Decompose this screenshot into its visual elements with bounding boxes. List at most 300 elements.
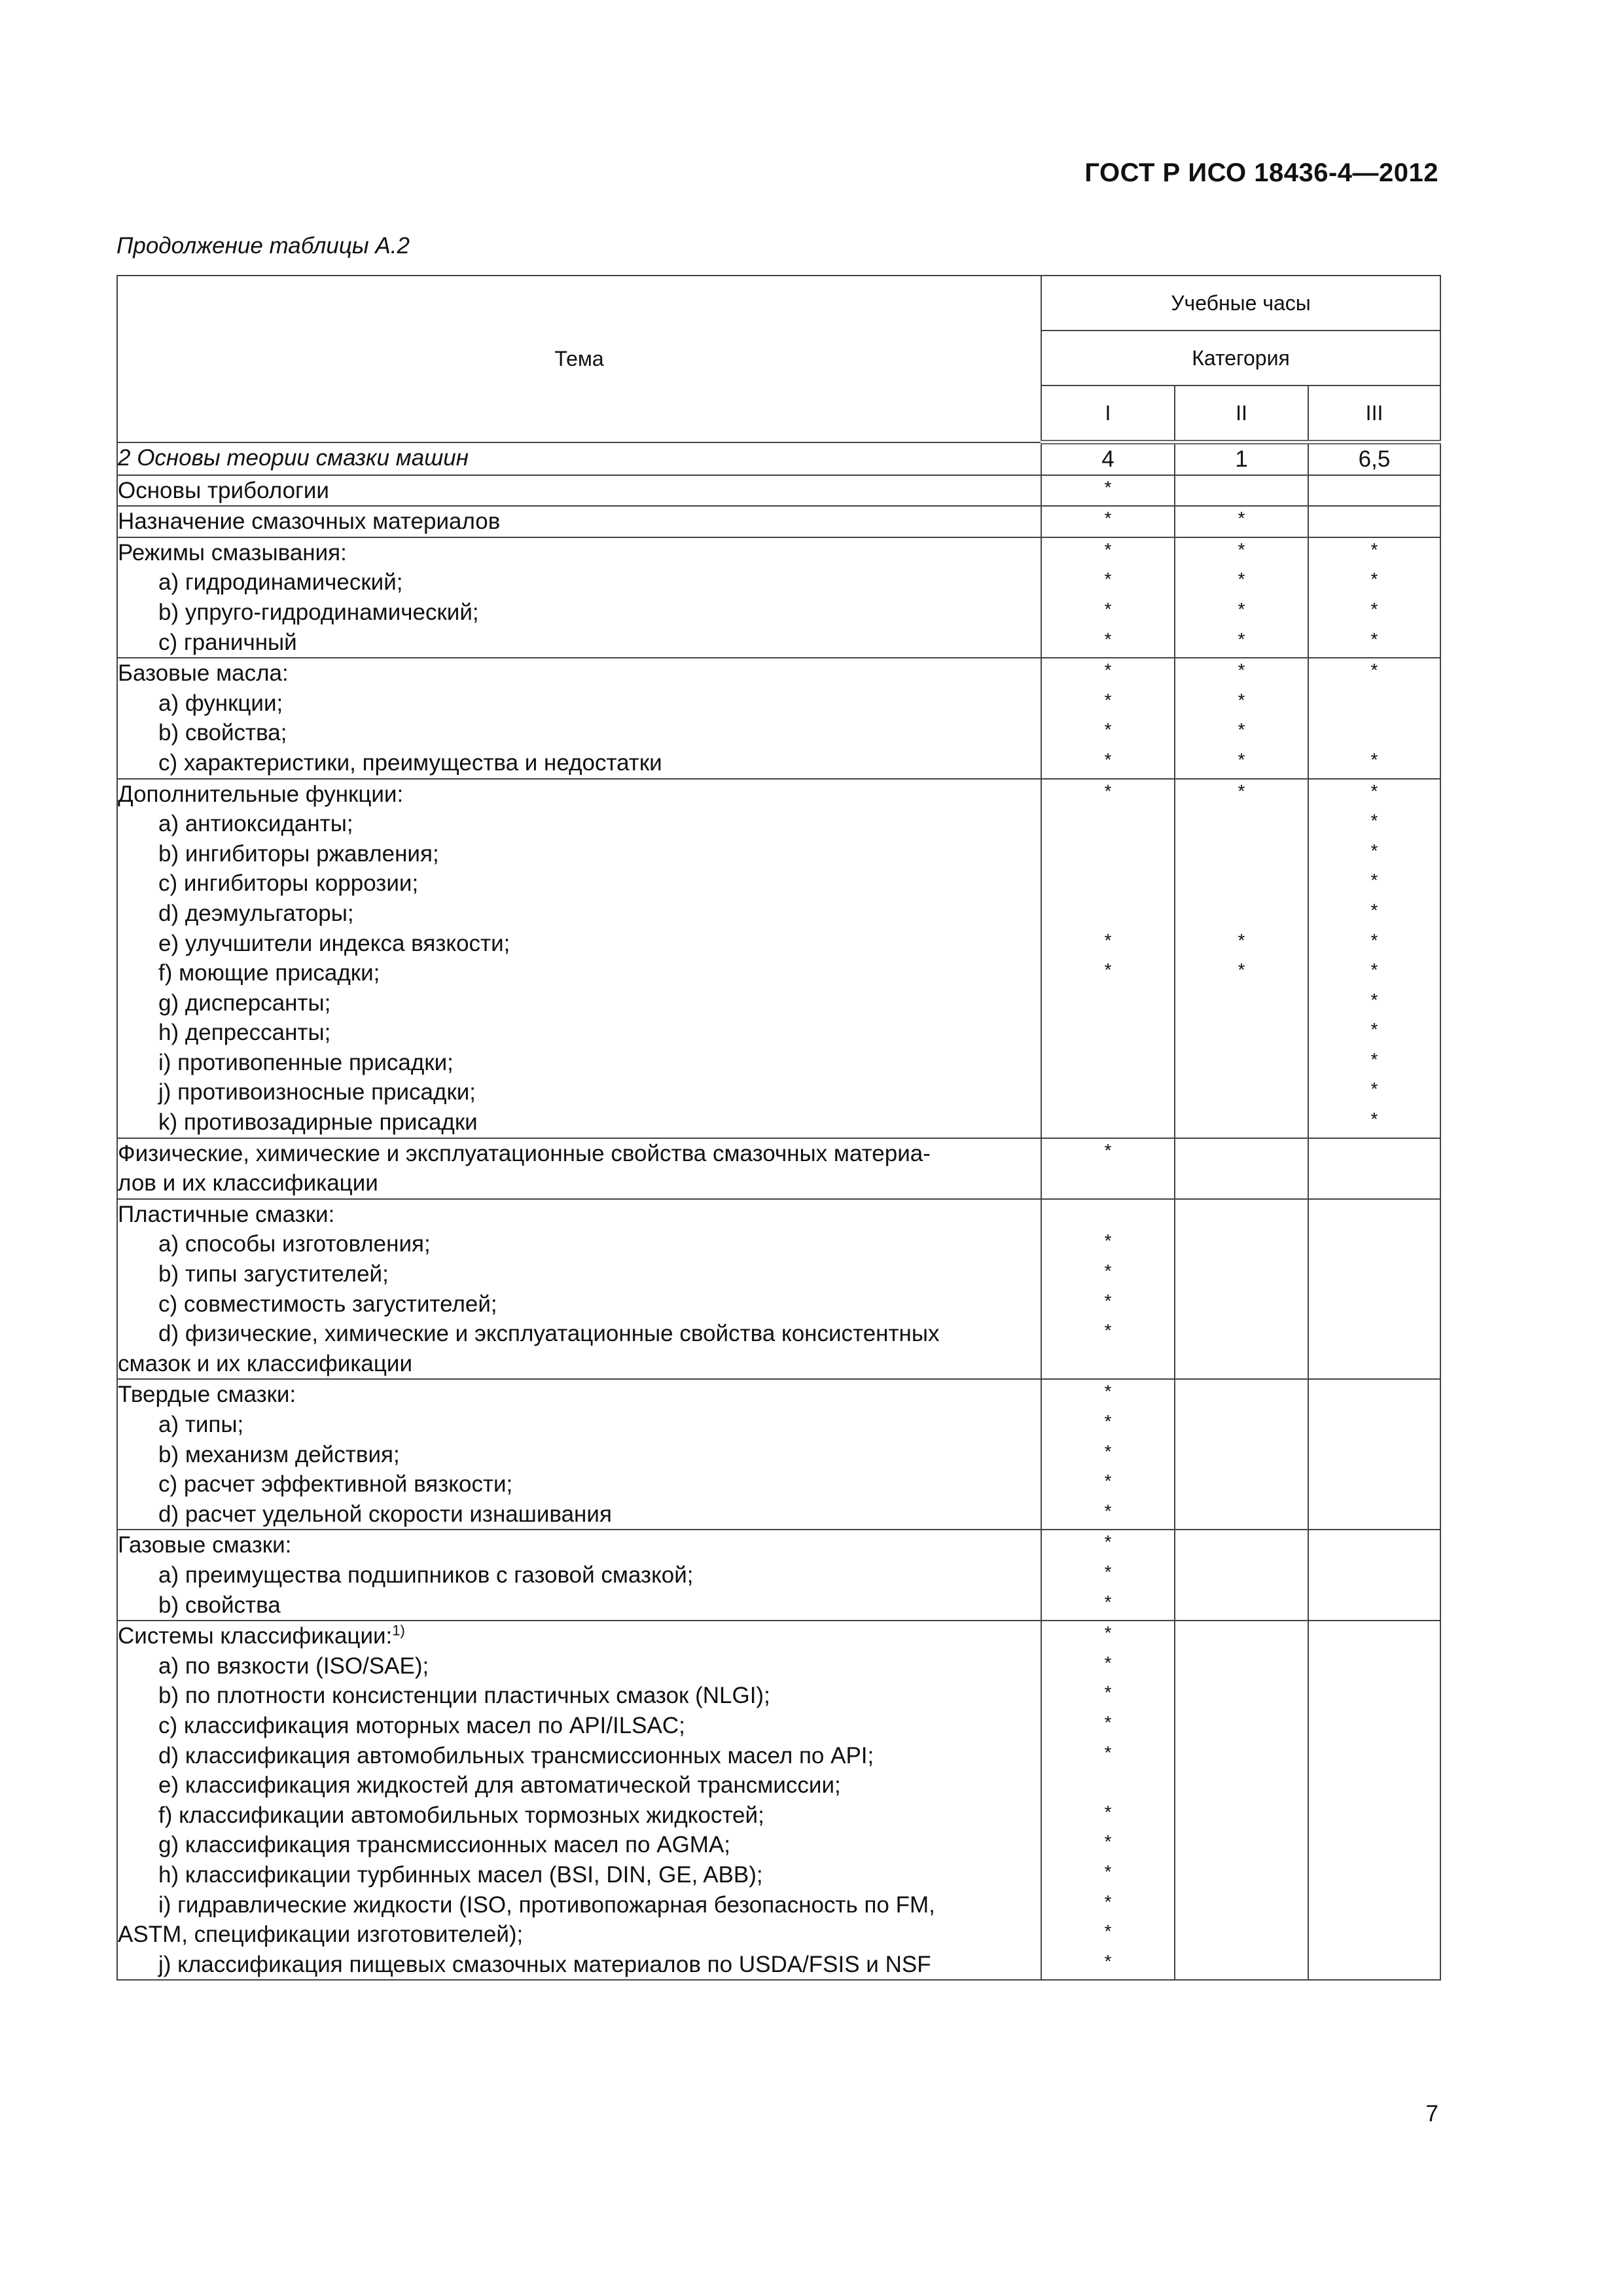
topic-text: b) по плотности консистенции пластичных смазок (NLGI); — [158, 1683, 770, 1709]
category-mark — [1175, 1950, 1308, 1980]
topic-item — [118, 1920, 1041, 1950]
topic-item — [118, 869, 1041, 899]
topic-text: g) классификация трансмиссионных масел по AGMA; — [158, 1832, 731, 1858]
topic-text: b) свойства; — [158, 720, 287, 746]
table-row — [117, 658, 1440, 778]
category-mark: * — [1104, 1230, 1112, 1251]
category-ii-cell — [1175, 506, 1308, 537]
category-i-cell — [1041, 1530, 1175, 1621]
category-iii-cell — [1308, 1199, 1440, 1380]
category-mark: * — [1104, 749, 1112, 770]
topic-text: d) классификация автомобильных трансмиссионных масел по API; — [158, 1742, 874, 1768]
category-mark — [1309, 1440, 1440, 1470]
topic-cell — [117, 1199, 1041, 1380]
category-mark: * — [1104, 1139, 1112, 1160]
category-i-cell — [1041, 1199, 1175, 1380]
document-header: ГОСТ Р ИСО 18436-4—2012 — [1084, 158, 1438, 187]
category-mark — [1309, 1860, 1440, 1890]
table-row — [117, 1379, 1440, 1530]
hours-value: 4 — [1101, 446, 1115, 472]
topic-item — [118, 718, 1041, 748]
topic-item — [118, 958, 1041, 988]
topic-heading — [118, 443, 1041, 473]
category-iii-cell — [1308, 779, 1440, 1138]
topic-cell — [117, 779, 1041, 1138]
category-mark — [1175, 1920, 1308, 1950]
category-mark: * — [1370, 749, 1378, 770]
topic-text: Дополнительные функции: — [118, 781, 404, 807]
category-mark: * — [1104, 1411, 1112, 1431]
category-mark — [1309, 1499, 1440, 1530]
category-ii-cell — [1175, 1621, 1308, 1980]
table-row — [117, 779, 1440, 1138]
category-iii-cell — [1308, 658, 1440, 778]
topic-heading — [118, 1380, 1041, 1410]
category-mark: * — [1370, 870, 1378, 891]
category-mark: * — [1104, 598, 1112, 619]
category-mark: * — [1238, 960, 1245, 980]
category-mark — [1309, 1801, 1440, 1831]
topic-item — [118, 1590, 1041, 1621]
topic-text: d) расчет удельной скорости изнашивания — [158, 1501, 612, 1527]
topic-item — [118, 1890, 1041, 1920]
topic-text: Основы трибологии — [118, 477, 329, 503]
topic-item — [118, 1741, 1041, 1771]
category-mark — [1309, 1259, 1440, 1289]
category-mark — [1309, 1289, 1440, 1319]
topic-item — [118, 567, 1041, 598]
category-mark — [1175, 1380, 1308, 1410]
category-mark: * — [1104, 1591, 1112, 1612]
category-iii-cell — [1308, 537, 1440, 658]
category-mark: * — [1370, 660, 1378, 681]
category-mark — [1175, 1229, 1308, 1259]
category-ii-cell — [1175, 1379, 1308, 1530]
topic-text: Системы классификации: — [118, 1623, 393, 1649]
category-mark — [1175, 1590, 1308, 1621]
category-mark: * — [1104, 1561, 1112, 1582]
category-mark — [1042, 809, 1174, 839]
topic-text: 2 Основы теории смазки машин — [118, 444, 469, 471]
header-category-2: II — [1175, 386, 1308, 442]
topic-cell — [117, 506, 1041, 537]
category-mark: * — [1370, 960, 1378, 980]
category-mark: * — [1104, 1682, 1112, 1703]
topic-text: a) способы изготовления; — [158, 1231, 431, 1257]
topic-text: i) гидравлические жидкости (ISO, противопожарная безопасность по FM, — [158, 1892, 935, 1918]
category-mark — [1309, 1681, 1440, 1711]
category-mark — [1042, 839, 1174, 869]
category-mark — [1309, 1830, 1440, 1860]
category-i-cell — [1041, 779, 1175, 1138]
category-mark: * — [1104, 628, 1112, 649]
category-mark — [1309, 1741, 1440, 1771]
category-ii-cell — [1175, 442, 1308, 475]
category-mark: * — [1238, 508, 1245, 529]
category-mark — [1309, 689, 1440, 719]
category-mark — [1042, 1077, 1174, 1107]
topic-text: Газовые смазки: — [118, 1532, 292, 1558]
category-mark: * — [1104, 1471, 1112, 1492]
topic-text: Пластичные смазки: — [118, 1201, 335, 1227]
category-mark: * — [1370, 1109, 1378, 1130]
topic-heading — [118, 507, 1041, 537]
category-mark: * — [1104, 660, 1112, 681]
topic-item — [118, 1410, 1041, 1440]
topic-cell — [117, 537, 1041, 658]
topic-text: a) функции; — [158, 690, 283, 716]
category-mark — [1309, 1651, 1440, 1681]
category-mark — [1042, 869, 1174, 899]
topic-cell — [117, 1138, 1041, 1199]
table-row — [117, 1199, 1440, 1380]
category-mark: * — [1370, 1049, 1378, 1069]
category-mark — [1175, 1770, 1308, 1801]
category-mark — [1175, 1681, 1308, 1711]
topic-item — [118, 809, 1041, 839]
category-mark — [1309, 1200, 1440, 1230]
category-mark — [1175, 1200, 1308, 1230]
category-mark — [1175, 869, 1308, 899]
table-row — [117, 1530, 1440, 1621]
topic-item — [118, 628, 1041, 658]
category-mark — [1309, 1711, 1440, 1741]
category-iii-cell — [1308, 442, 1440, 475]
topic-cell — [117, 442, 1041, 475]
category-mark — [1175, 1469, 1308, 1499]
category-mark: * — [1104, 1861, 1112, 1882]
table-row — [117, 506, 1440, 537]
category-mark: * — [1370, 539, 1378, 560]
topic-text: g) дисперсанты; — [158, 990, 331, 1016]
topic-item — [118, 598, 1041, 628]
category-mark — [1175, 1349, 1308, 1379]
topic-item — [118, 1830, 1041, 1860]
category-mark — [1175, 1560, 1308, 1590]
category-mark: * — [1104, 1290, 1112, 1311]
topic-text: c) классификация моторных масел по API/ILSAC; — [158, 1712, 685, 1738]
topic-item — [118, 1018, 1041, 1048]
category-mark — [1309, 1229, 1440, 1259]
category-mark: * — [1238, 749, 1245, 770]
header-category: Категория — [1041, 331, 1440, 386]
topic-text: b) ингибиторы ржавления; — [158, 840, 439, 867]
topic-text: b) механизм действия; — [158, 1441, 400, 1467]
category-mark: * — [1104, 1320, 1112, 1341]
header-hours: Учебные часы — [1041, 276, 1440, 331]
topic-text: Режимы смазывания: — [118, 539, 347, 565]
category-mark: * — [1104, 1921, 1112, 1942]
topic-text: b) типы загустителей; — [158, 1261, 389, 1287]
topic-item — [118, 1950, 1041, 1980]
topic-text: смазок и их классификации — [118, 1350, 413, 1376]
topic-item — [118, 1168, 1041, 1198]
category-mark: * — [1104, 1891, 1112, 1912]
header-category-1: I — [1041, 386, 1175, 442]
category-mark — [1309, 1168, 1440, 1198]
category-mark — [1175, 1801, 1308, 1831]
topic-text: a) антиоксиданты; — [158, 811, 353, 837]
category-mark — [1042, 899, 1174, 929]
topic-text: j) противоизносные присадки; — [158, 1079, 476, 1105]
category-i-cell — [1041, 1621, 1175, 1980]
category-i-cell — [1041, 442, 1175, 475]
category-mark: * — [1104, 1261, 1112, 1282]
category-mark — [1175, 1741, 1308, 1771]
topic-text: лов и их классификации — [118, 1170, 378, 1196]
category-mark: * — [1104, 1652, 1112, 1673]
category-mark: * — [1104, 508, 1112, 529]
category-i-cell — [1041, 658, 1175, 778]
category-ii-cell — [1175, 475, 1308, 507]
category-mark: * — [1370, 929, 1378, 950]
topic-item — [118, 1048, 1041, 1078]
category-mark — [1309, 1530, 1440, 1560]
category-mark: * — [1370, 810, 1378, 831]
category-mark: * — [1370, 780, 1378, 801]
topic-text: Назначение смазочных материалов — [118, 509, 501, 535]
category-mark — [1175, 1289, 1308, 1319]
topic-cell — [117, 475, 1041, 507]
category-mark: * — [1104, 780, 1112, 801]
category-mark: * — [1104, 569, 1112, 590]
topic-item — [118, 1289, 1041, 1319]
category-mark — [1175, 1860, 1308, 1890]
category-mark: * — [1238, 569, 1245, 590]
topic-text: b) упруго-гидродинамический; — [158, 599, 479, 625]
topic-heading — [118, 1200, 1041, 1230]
category-mark: * — [1104, 1831, 1112, 1852]
header-topic: Тема — [117, 276, 1041, 442]
topic-text: c) совместимость загустителей; — [158, 1291, 497, 1317]
category-mark: * — [1104, 1742, 1112, 1763]
category-mark: * — [1238, 719, 1245, 740]
table-row — [117, 1138, 1440, 1199]
category-mark — [1309, 1950, 1440, 1980]
category-mark: * — [1238, 689, 1245, 710]
category-mark: * — [1104, 1532, 1112, 1552]
category-mark — [1309, 1560, 1440, 1590]
topic-text: j) классификация пищевых смазочных материалов по USDA/FSIS и NSF — [158, 1951, 931, 1977]
category-mark: * — [1104, 719, 1112, 740]
category-i-cell — [1041, 1379, 1175, 1530]
topic-text: a) гидродинамический; — [158, 569, 403, 596]
category-mark: * — [1370, 899, 1378, 920]
category-mark — [1175, 1440, 1308, 1470]
topic-heading — [118, 1621, 1041, 1651]
category-mark: * — [1104, 929, 1112, 950]
topic-item — [118, 1560, 1041, 1590]
topic-text: h) депрессанты; — [158, 1020, 331, 1046]
topic-text: d) физические, химические и эксплуатационные свойства консистентных — [158, 1321, 940, 1347]
topic-item — [118, 899, 1041, 929]
topic-item — [118, 1801, 1041, 1831]
topic-text: a) преимущества подшипников с газовой смазкой; — [158, 1562, 694, 1588]
category-mark — [1042, 1770, 1174, 1801]
category-mark — [1175, 476, 1308, 506]
topic-text: f) моющие присадки; — [158, 960, 380, 986]
topic-item — [118, 1860, 1041, 1890]
topic-item — [118, 929, 1041, 959]
category-mark: * — [1238, 628, 1245, 649]
topic-item — [118, 1651, 1041, 1681]
table-row — [117, 475, 1440, 507]
category-mark — [1175, 1018, 1308, 1048]
category-mark — [1042, 1168, 1174, 1198]
category-mark — [1175, 899, 1308, 929]
topic-heading — [118, 780, 1041, 810]
category-mark: * — [1104, 1801, 1112, 1822]
category-mark: * — [1238, 598, 1245, 619]
topic-item — [118, 1077, 1041, 1107]
topic-text: c) ингибиторы коррозии; — [158, 870, 419, 897]
topic-cell — [117, 1621, 1041, 1980]
topic-item — [118, 1681, 1041, 1711]
category-mark — [1309, 1621, 1440, 1651]
category-mark: * — [1370, 569, 1378, 590]
topic-text: e) классификация жидкостей для автоматической трансмиссии; — [158, 1772, 841, 1799]
topic-text: e) улучшители индекса вязкости; — [158, 930, 510, 956]
topic-text: c) характеристики, преимущества и недостатки — [158, 749, 662, 776]
category-mark: * — [1104, 1500, 1112, 1521]
category-iii-cell — [1308, 1138, 1440, 1199]
topic-text: Физические, химические и эксплуатационные свойства смазочных материа- — [118, 1140, 931, 1166]
topic-text: k) противозадирные присадки — [158, 1109, 478, 1136]
category-mark — [1175, 1139, 1308, 1169]
category-mark — [1309, 1770, 1440, 1801]
category-mark: * — [1238, 780, 1245, 801]
topic-text: i) противопенные присадки; — [158, 1049, 454, 1075]
topic-heading — [118, 476, 1041, 506]
category-ii-cell — [1175, 537, 1308, 658]
topic-item — [118, 1259, 1041, 1289]
topic-item — [118, 689, 1041, 719]
category-mark: * — [1104, 1381, 1112, 1402]
category-i-cell — [1041, 475, 1175, 507]
category-mark — [1175, 1890, 1308, 1920]
category-mark: * — [1104, 476, 1112, 497]
category-mark: * — [1104, 1441, 1112, 1462]
category-mark — [1175, 1319, 1308, 1349]
page-number: 7 — [1425, 2101, 1438, 2126]
category-mark: * — [1370, 1079, 1378, 1100]
category-mark: * — [1370, 628, 1378, 649]
topic-text: Базовые масла: — [118, 660, 289, 687]
topic-cell — [117, 1379, 1041, 1530]
category-mark: * — [1104, 1950, 1112, 1971]
topic-item — [118, 1229, 1041, 1259]
topic-text: ASTM, спецификации изготовителей); — [118, 1922, 524, 1948]
topic-item — [118, 1770, 1041, 1801]
category-ii-cell — [1175, 1530, 1308, 1621]
category-mark — [1175, 809, 1308, 839]
category-ii-cell — [1175, 779, 1308, 1138]
category-mark — [1175, 1499, 1308, 1530]
category-mark — [1309, 1469, 1440, 1499]
category-mark — [1309, 1890, 1440, 1920]
category-mark — [1175, 1259, 1308, 1289]
category-mark — [1309, 1139, 1440, 1169]
category-mark: * — [1370, 840, 1378, 861]
category-mark — [1175, 1621, 1308, 1651]
topic-text: f) классификации автомобильных тормозных жидкостей; — [158, 1802, 764, 1828]
topic-text: Твердые смазки: — [118, 1382, 296, 1408]
category-mark: * — [1238, 929, 1245, 950]
category-mark — [1175, 1410, 1308, 1440]
topic-text: a) по вязкости (ISO/SAE); — [158, 1653, 429, 1679]
table-row — [117, 442, 1440, 475]
category-mark — [1175, 839, 1308, 869]
category-mark — [1175, 988, 1308, 1018]
topic-heading — [118, 1530, 1041, 1560]
topic-item — [118, 988, 1041, 1018]
category-mark — [1175, 1530, 1308, 1560]
topic-item — [118, 1711, 1041, 1741]
category-mark: * — [1104, 689, 1112, 710]
table-caption: Продолжение таблицы А.2 — [116, 233, 410, 259]
category-mark — [1175, 1711, 1308, 1741]
topic-text: c) граничный — [158, 629, 297, 655]
topic-text: c) расчет эффективной вязкости; — [158, 1471, 513, 1498]
topic-text: h) классификации турбинных масел (BSI, DIN, GE, ABB); — [158, 1861, 763, 1888]
category-i-cell — [1041, 1138, 1175, 1199]
hours-value: 6,5 — [1358, 446, 1391, 472]
category-ii-cell — [1175, 658, 1308, 778]
topic-text: a) типы; — [158, 1412, 244, 1437]
topic-item — [118, 1499, 1041, 1530]
topic-item — [118, 748, 1041, 778]
curriculum-table — [116, 275, 1441, 1981]
category-iii-cell — [1308, 1379, 1440, 1530]
header-category-3: III — [1308, 386, 1440, 442]
category-mark — [1309, 1410, 1440, 1440]
topic-item — [118, 1319, 1041, 1349]
category-mark: * — [1370, 598, 1378, 619]
category-mark — [1309, 1349, 1440, 1379]
category-mark: * — [1104, 1712, 1112, 1732]
category-mark — [1309, 1319, 1440, 1349]
category-mark — [1309, 1590, 1440, 1621]
category-mark — [1309, 507, 1440, 537]
category-iii-cell — [1308, 1621, 1440, 1980]
category-mark — [1175, 1107, 1308, 1138]
topic-item — [118, 1469, 1041, 1499]
category-mark — [1175, 1077, 1308, 1107]
category-mark — [1309, 476, 1440, 506]
category-mark — [1309, 1920, 1440, 1950]
hours-value: 1 — [1235, 446, 1248, 472]
category-mark — [1175, 1830, 1308, 1860]
category-mark — [1042, 1107, 1174, 1138]
table-row — [117, 1621, 1440, 1980]
topic-cell — [117, 1530, 1041, 1621]
category-mark — [1309, 718, 1440, 748]
category-iii-cell — [1308, 506, 1440, 537]
category-mark — [1042, 1018, 1174, 1048]
category-mark — [1042, 1048, 1174, 1078]
category-mark — [1042, 988, 1174, 1018]
category-mark: * — [1104, 539, 1112, 560]
topic-text: d) деэмульгаторы; — [158, 900, 354, 926]
category-iii-cell — [1308, 1530, 1440, 1621]
category-mark: * — [1104, 1623, 1112, 1643]
topic-item — [118, 1349, 1041, 1379]
category-mark: * — [1370, 1019, 1378, 1040]
category-i-cell — [1041, 506, 1175, 537]
topic-cell — [117, 658, 1041, 778]
table-body — [117, 442, 1440, 1981]
category-i-cell — [1041, 537, 1175, 658]
